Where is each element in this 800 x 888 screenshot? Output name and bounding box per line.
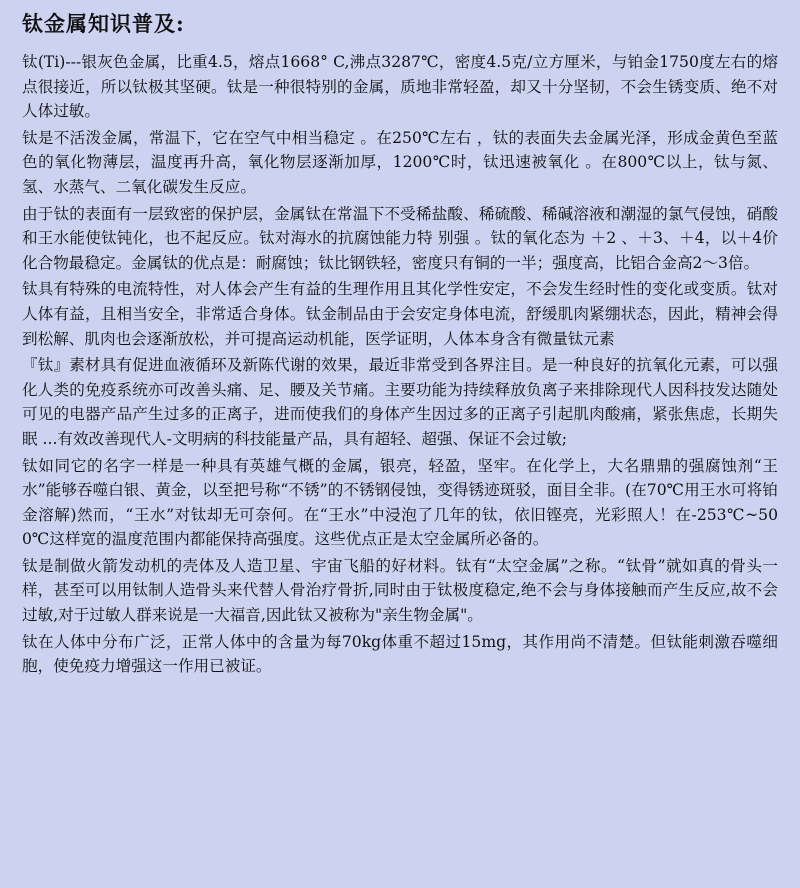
paragraph-aqua-regia: 钛如同它的名字一样是一种具有英雄气概的金属，银亮，轻盈，坚牢。在化学上，大名鼎鼎的强腐蚀剂“王水”能够吞噬白银、黄金，以至把号称“不锈”的不锈钢侵蚀，变得锈迹斑驳，面目全非。(在70℃用王水可将铂金溶解)然而，“王水”对钛却无可奈何。在“王水”中浸泡了几年的钛，依旧铿亮，光彩照人！在-253℃~500℃这样宽的温度范围内都能保持高强度。这些优点正是太空金属所必备的。 bbox=[22, 456, 778, 549]
paragraph-human-body: 钛在人体中分布广泛，正常人体中的含量为每70kg体重不超过15mg，其作用尚不清楚。但钛能刺激吞噬细胞，使免疫力增强这一作用已被证。 bbox=[22, 632, 778, 676]
document-title: 钛金属知识普及: bbox=[22, 11, 185, 36]
paragraph-oxidation: 钛是不活泼金属，常温下，它在空气中相当稳定 。在250℃左右 ，钛的表面失去金属光泽，形成金黄色至蓝色的氧化物薄层，温度再升高，氧化物层逐渐加厚，1200℃时，钛迅速被氧化 。在800℃以上，钛与氮、氢、水蒸气、二氧化碳发生反应。 bbox=[22, 128, 778, 196]
paragraph-health-effects: 『钛』素材具有促进血液循环及新陈代谢的效果，最近非常受到各界注目。是一种良好的抗氧化元素，可以强化人类的免疫系统亦可改善头痛、足、腰及关节痛。主要功能为持续释放负离子来排除现代人因科技发达随处可见的电器产品产生过多的正离子，进而使我们的身体产生因过多的正离子引起肌肉酸痛，紧张焦虑，长期失眠 ...有效改善现代人-文明病的科技能量产品，具有超轻、超强、保证不会过敏; bbox=[22, 356, 778, 448]
paragraph-properties: 钛(Ti)---银灰色金属，比重4.5，熔点1668° C,沸点3287℃，密度4.5克/立方厘米，与铂金1750度左右的熔点很接近，所以钛极其坚硬。钛是一种很特别的金属，质地非常轻盈，却又十分坚韧，不会生锈变质、绝不对人体过敏。 bbox=[22, 53, 778, 121]
paragraph-electrical-properties: 钛具有特殊的电流特性，对人体会产生有益的生理作用且其化学性安定，不会发生经时性的变化或变质。钛对人体有益，且相当安全，非常适合身体。钛金制品由于会安定身体电流，舒缓肌肉紧绷状态，因此，精神会得到松解、肌肉也会逐渐放松，并可提高运动机能，医学证明，人体本身含有微量钛元素 bbox=[22, 280, 778, 348]
paragraph-corrosion-resistance: 由于钛的表面有一层致密的保护层，金属钛在常温下不受稀盐酸、稀硫酸、稀碱溶液和潮湿的氯气侵蚀，硝酸和王水能使钛钝化，也不起反应。钛对海水的抗腐蚀能力特 别强 。钛的氧化态为 ＋2 、＋3、＋4，以＋4价化合物最稳定。金属钛的优点是：耐腐蚀；钛比钢铁轻，密度只有铜的一半；强度高，比铝合金高2～3倍。 bbox=[22, 204, 778, 272]
paragraph-space-metal: 钛是制做火箭发动机的壳体及人造卫星、宇宙飞船的好材料。钛有“太空金属”之称。“钛骨”就如真的骨头一样，甚至可以用钛制人造骨头来代替人骨治疗骨折,同时由于钛极度稳定,绝不会与身体接触而产生反应,故不会过敏,对于过敏人群来说是一大福音,因此钛又被称为"亲生物金属"。 bbox=[22, 556, 778, 625]
